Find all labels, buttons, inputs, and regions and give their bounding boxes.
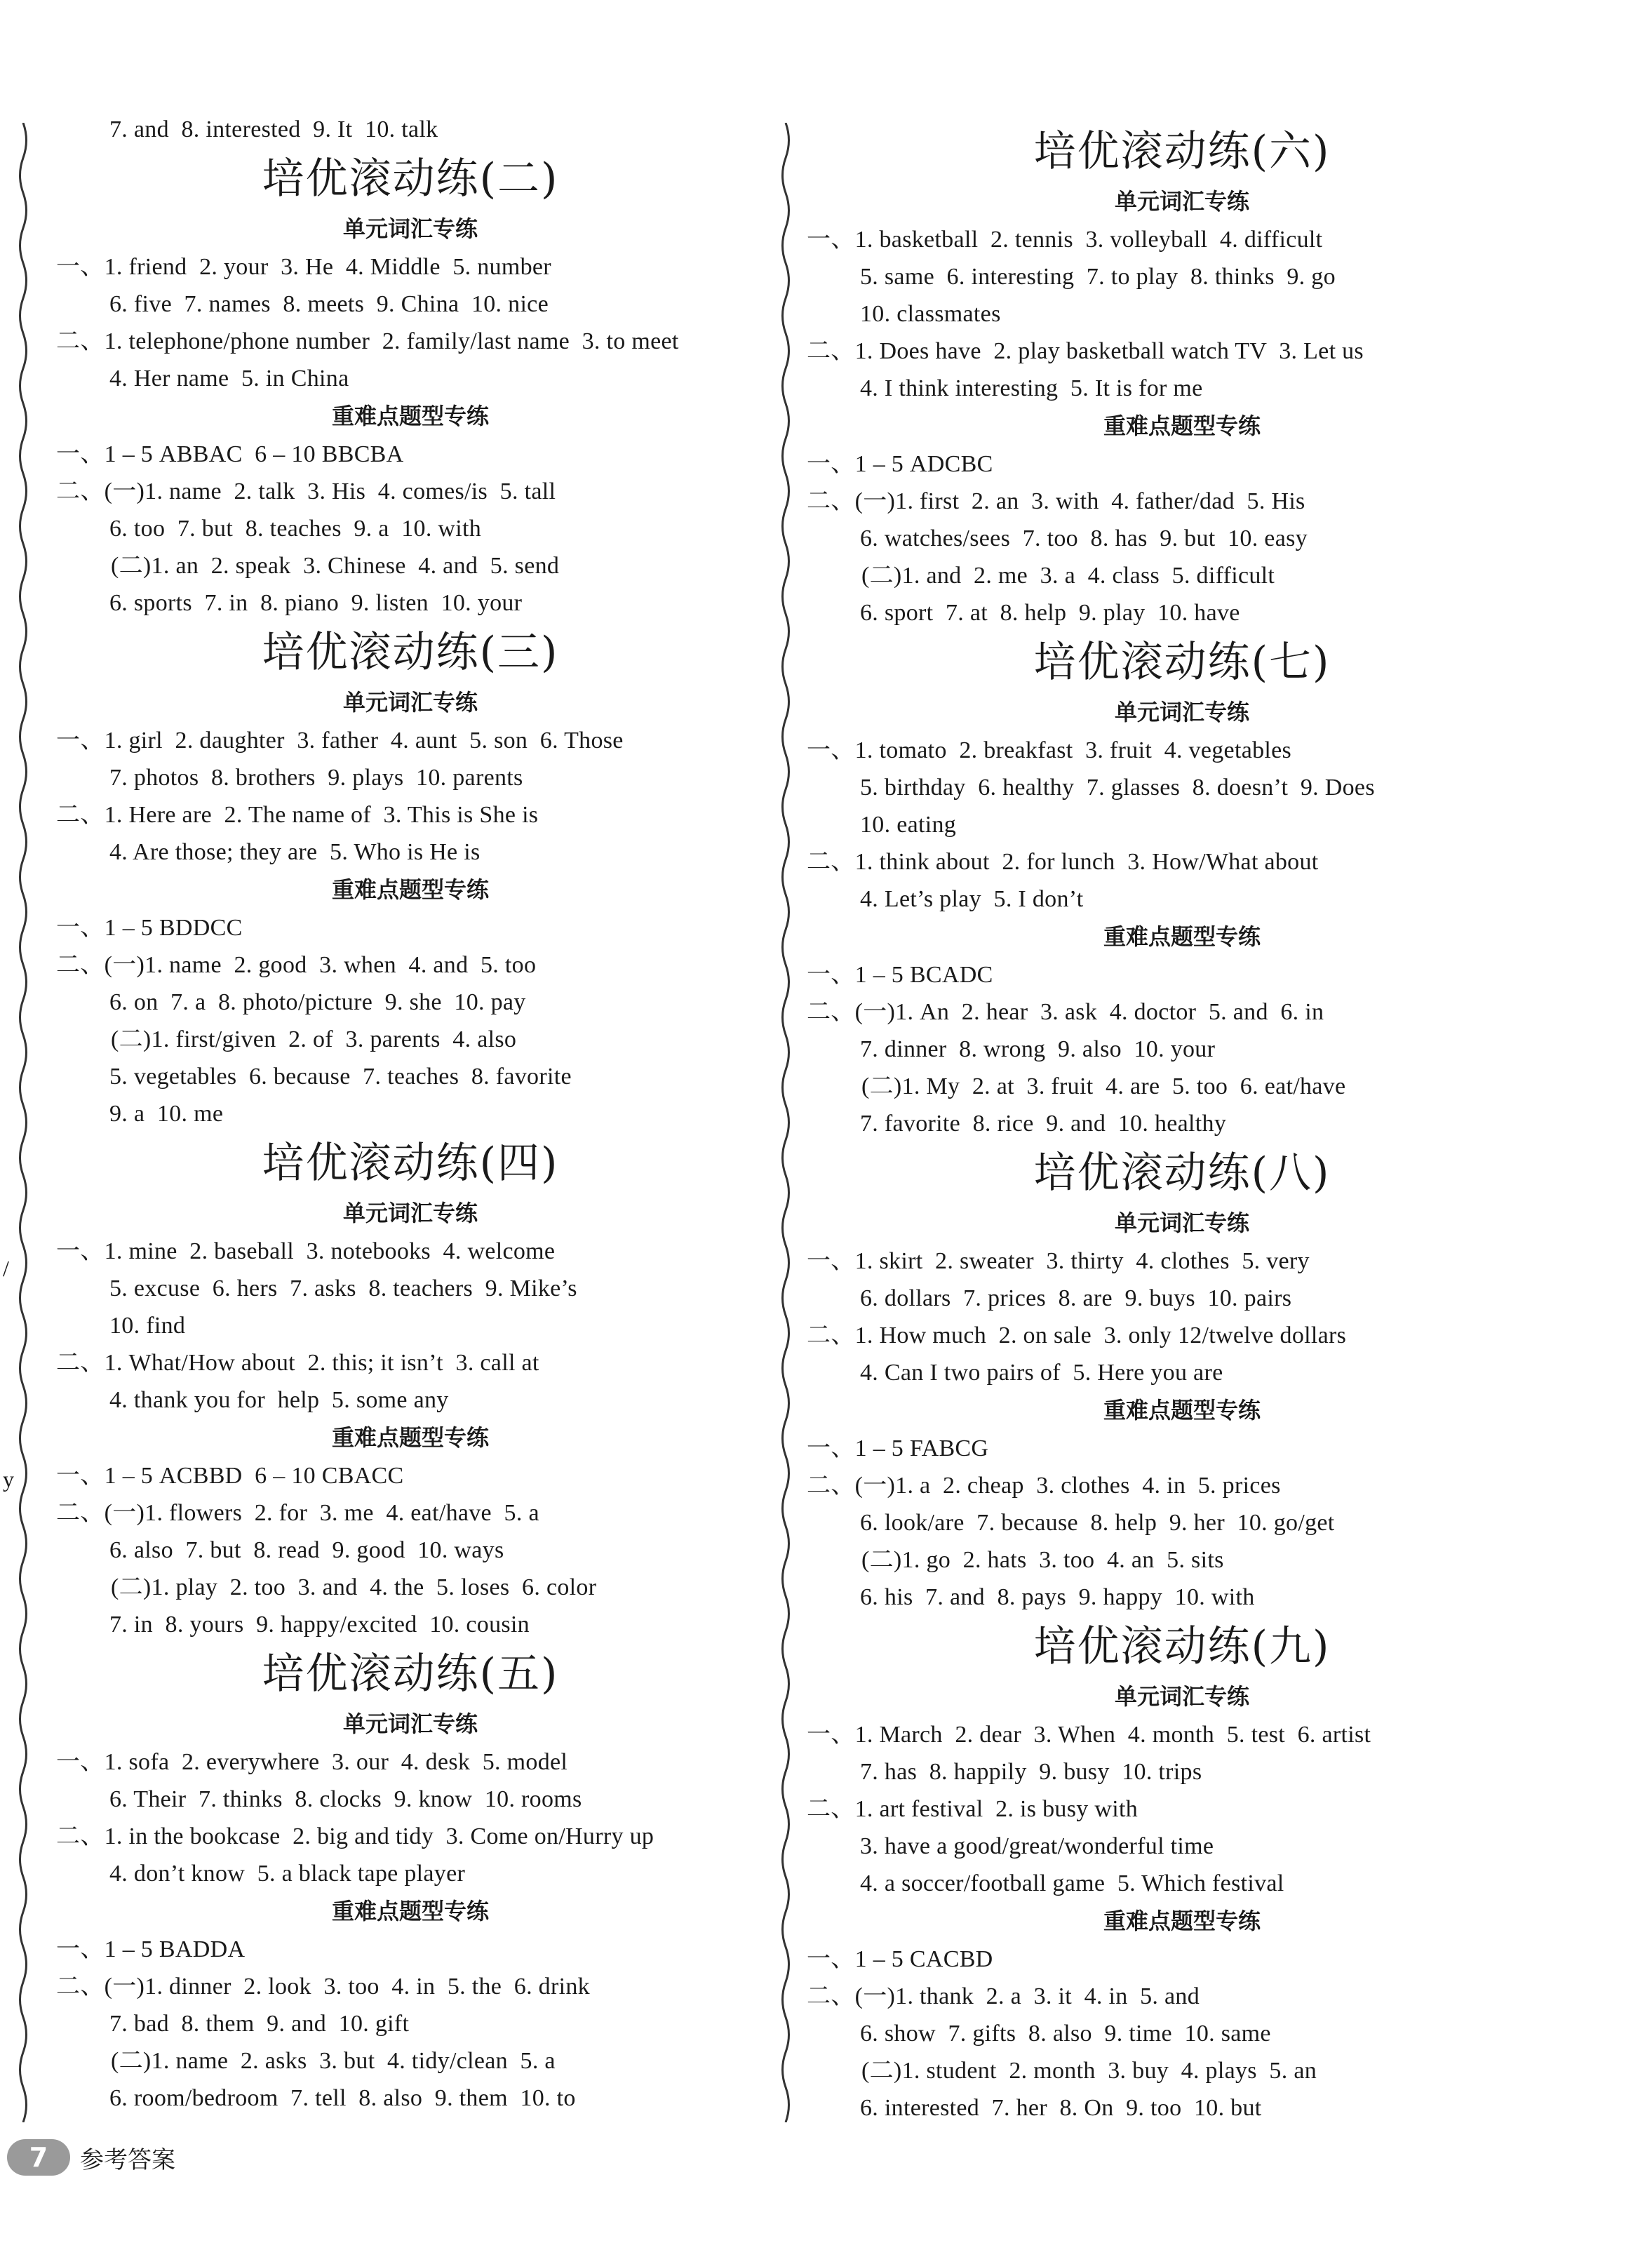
block-subtitle: 重难点题型专练 [331,1898,489,1924]
answer-line: 7. bad 8. them 9. and 10. gift [109,2011,410,2037]
answer-line: 二、(一)1. dinner 2. look 3. too 4. in 5. the 6. drink [56,1974,590,2000]
answer-line: 二、1. art festival 2. is busy with [807,1796,1138,1822]
answer-line: 一、1 – 5 BADDA [56,1936,246,1962]
block-subtitle: 单元词汇专练 [1114,188,1249,215]
answer-line: 4. don’t know 5. a black tape player [109,1861,466,1887]
block-subtitle: 单元词汇专练 [342,1710,478,1737]
answer-line: 10. eating [860,812,957,838]
answer-line: 6. room/bedroom 7. tell 8. also 9. them 10. to [109,2085,576,2111]
answer-line: 6. look/are 7. because 8. help 9. her 10. go/get [860,1510,1335,1536]
block-subtitle: 重难点题型专练 [1103,413,1261,439]
answer-line: 7. has 8. happily 9. busy 10. trips [860,1759,1202,1785]
block-subtitle: 单元词汇专练 [1114,1210,1249,1236]
answer-line: 一、1. girl 2. daughter 3. father 4. aunt 5. son 6. Those [56,728,624,754]
answer-line: 7. favorite 8. rice 9. and 10. healthy [860,1111,1227,1137]
answer-line: 二、1. think about 2. for lunch 3. How/What about [807,849,1319,875]
answer-line: 6. interested 7. her 8. On 9. too 10. but [860,2095,1262,2121]
section-title: 培优滚动练(九) [1033,1622,1331,1671]
block-subtitle: 重难点题型专练 [1103,1397,1261,1424]
answer-line: 4. Can I two pairs of 5. Here you are [860,1360,1223,1386]
answer-line: 6. show 7. gifts 8. also 9. time 10. same [860,2021,1271,2047]
answer-line: 6. five 7. names 8. meets 9. China 10. nice [109,291,549,317]
answer-line: 二、(一)1. thank 2. a 3. it 4. in 5. and [807,1983,1200,2009]
answer-line: 二、1. telephone/phone number 2. family/last name 3. to meet [56,328,679,354]
answer-line: 二、1. Here are 2. The name of 3. This is She is [56,802,539,828]
answer-line: 二、(一)1. An 2. hear 3. ask 4. doctor 5. and 6. in [807,999,1324,1025]
answer-line: (二)1. student 2. month 3. buy 4. plays 5. an [861,2058,1317,2084]
answer-line: 4. a soccer/football game 5. Which festival [860,1870,1284,1896]
answer-line: 二、1. in the bookcase 2. big and tidy 3. Come on/Hurry up [56,1823,654,1849]
answer-line: 二、(一)1. a 2. cheap 3. clothes 4. in 5. prices [807,1473,1281,1499]
answer-line: 二、1. Does have 2. play basketball watch TV 3. Let us [807,338,1364,364]
section-title: 培优滚动练(四) [262,1139,559,1188]
block-subtitle: 重难点题型专练 [331,876,489,903]
answer-line: 一、1. friend 2. your 3. He 4. Middle 5. number [56,254,551,280]
answer-line: 一、1 – 5 BCADC [807,962,993,988]
block-subtitle: 单元词汇专练 [342,215,478,242]
answer-line: 一、1. skirt 2. sweater 3. thirty 4. clothes 5. very [807,1248,1310,1274]
answer-line: 4. thank you for help 5. some any [109,1387,449,1413]
answer-line: 二、(一)1. name 2. good 3. when 4. and 5. too [56,952,537,978]
answer-line: 4. Are those; they are 5. Who is He is [109,839,481,865]
section-title: 培优滚动练(八) [1033,1149,1331,1198]
section-title: 培优滚动练(五) [262,1649,559,1699]
answer-line: (二)1. and 2. me 3. a 4. class 5. difficult [861,563,1275,589]
answer-line: (二)1. name 2. asks 3. but 4. tidy/clean 5. a [111,2048,556,2074]
answer-line: 4. Let’s play 5. I don’t [860,886,1084,912]
answer-line: 一、1. March 2. dear 3. When 4. month 5. test 6. artist [807,1722,1371,1748]
answer-line: 二、(一)1. first 2. an 3. with 4. father/dad 5. His [807,488,1305,514]
answer-line: 6. watches/sees 7. too 8. has 9. but 10. easy [860,525,1308,551]
answer-line: 3. have a good/great/wonderful time [860,1833,1214,1859]
answer-line: 6. Their 7. thinks 8. clocks 9. know 10. rooms [109,1786,582,1812]
page-number-badge: 7 [7,2139,70,2176]
answer-line: 一、1 – 5 ADCBC [807,451,993,477]
answer-line: 4. I think interesting 5. It is for me [860,375,1203,401]
left-wavy-divider [14,123,32,2122]
answer-line: 10. find [109,1313,186,1339]
answer-line: 10. classmates [860,301,1001,327]
answer-line: 4. Her name 5. in China [109,366,349,391]
block-subtitle: 重难点题型专练 [1103,923,1261,950]
answer-line: 二、1. What/How about 2. this; it isn’t 3. call at [56,1350,539,1376]
section-title: 培优滚动练(二) [262,154,559,203]
page-footer [7,2136,175,2178]
right-column [807,121,1557,2127]
answer-line: 一、1. mine 2. baseball 3. notebooks 4. welcome [56,1238,556,1264]
answer-line: 一、1 – 5 ABBAC 6 – 10 BBCBA [56,441,404,467]
answer-line: (二)1. My 2. at 3. fruit 4. are 5. too 6. eat/have [861,1073,1346,1099]
continued-answer-line: 7. and 8. interested 9. It 10. talk [109,116,438,142]
answer-line: 7. photos 8. brothers 9. plays 10. parents [109,765,523,791]
answer-line: 一、1. sofa 2. everywhere 3. our 4. desk 5. model [56,1749,568,1775]
block-subtitle: 单元词汇专练 [1114,699,1249,725]
footer-label: 参考答案 [80,2145,175,2174]
answer-line: 一、1. tomato 2. breakfast 3. fruit 4. vegetables [807,737,1292,763]
answer-line: 9. a 10. me [109,1101,224,1127]
section-title: 培优滚动练(六) [1033,127,1331,176]
answer-line: 6. also 7. but 8. read 9. good 10. ways [109,1537,504,1563]
section-title: 培优滚动练(三) [262,628,559,677]
answer-line: 6. dollars 7. prices 8. are 9. buys 10. pairs [860,1285,1292,1311]
answer-line: 6. too 7. but 8. teaches 9. a 10. with [109,516,482,542]
answer-line: 6. sports 7. in 8. piano 9. listen 10. your [109,590,523,616]
answer-line: 一、1 – 5 FABCG [807,1435,989,1461]
answer-line: 5. vegetables 6. because 7. teaches 8. favorite [109,1064,572,1090]
answer-line: 一、1 – 5 BDDCC [56,915,243,941]
block-subtitle: 单元词汇专练 [342,689,478,716]
answer-line: 5. same 6. interesting 7. to play 8. thinks 9. go [860,264,1336,290]
center-wavy-divider [777,123,795,2122]
block-subtitle: 重难点题型专练 [331,1424,489,1451]
answer-line: 一、1 – 5 ACBBD 6 – 10 CBACC [56,1463,404,1489]
answer-line: 7. in 8. yours 9. happy/excited 10. cousin [109,1612,530,1638]
edge-mark-slash: / [3,1256,9,1281]
answer-line: 二、(一)1. flowers 2. for 3. me 4. eat/have 5. a [56,1500,539,1526]
section-title: 培优滚动练(七) [1033,638,1331,687]
left-column [56,111,765,2117]
answer-line: 二、(一)1. name 2. talk 3. His 4. comes/is 5. tall [56,478,556,504]
answer-line: (二)1. play 2. too 3. and 4. the 5. loses 6. color [111,1574,597,1600]
answer-line: (二)1. go 2. hats 3. too 4. an 5. sits [861,1547,1224,1573]
answer-line: 二、1. How much 2. on sale 3. only 12/twelve dollars [807,1323,1347,1348]
block-subtitle: 单元词汇专练 [342,1200,478,1226]
answer-line: (二)1. first/given 2. of 3. parents 4. also [111,1026,517,1052]
answer-line: 6. on 7. a 8. photo/picture 9. she 10. pay [109,989,526,1015]
answer-line: (二)1. an 2. speak 3. Chinese 4. and 5. send [111,553,560,579]
answer-line: 5. birthday 6. healthy 7. glasses 8. doesn’t 9. Does [860,775,1375,801]
answer-line: 6. his 7. and 8. pays 9. happy 10. with [860,1584,1255,1610]
answer-line: 一、1. basketball 2. tennis 3. volleyball 4. difficult [807,227,1323,253]
block-subtitle: 重难点题型专练 [331,403,489,429]
block-subtitle: 单元词汇专练 [1114,1683,1249,1710]
answer-line: 6. sport 7. at 8. help 9. play 10. have [860,600,1240,626]
answer-line: 7. dinner 8. wrong 9. also 10. your [860,1036,1216,1062]
block-subtitle: 重难点题型专练 [1103,1908,1261,1934]
answer-line: 5. excuse 6. hers 7. asks 8. teachers 9. Mike’s [109,1276,577,1301]
answer-line: 一、1 – 5 CACBD [807,1946,993,1972]
edge-mark-y: y [3,1466,14,1492]
